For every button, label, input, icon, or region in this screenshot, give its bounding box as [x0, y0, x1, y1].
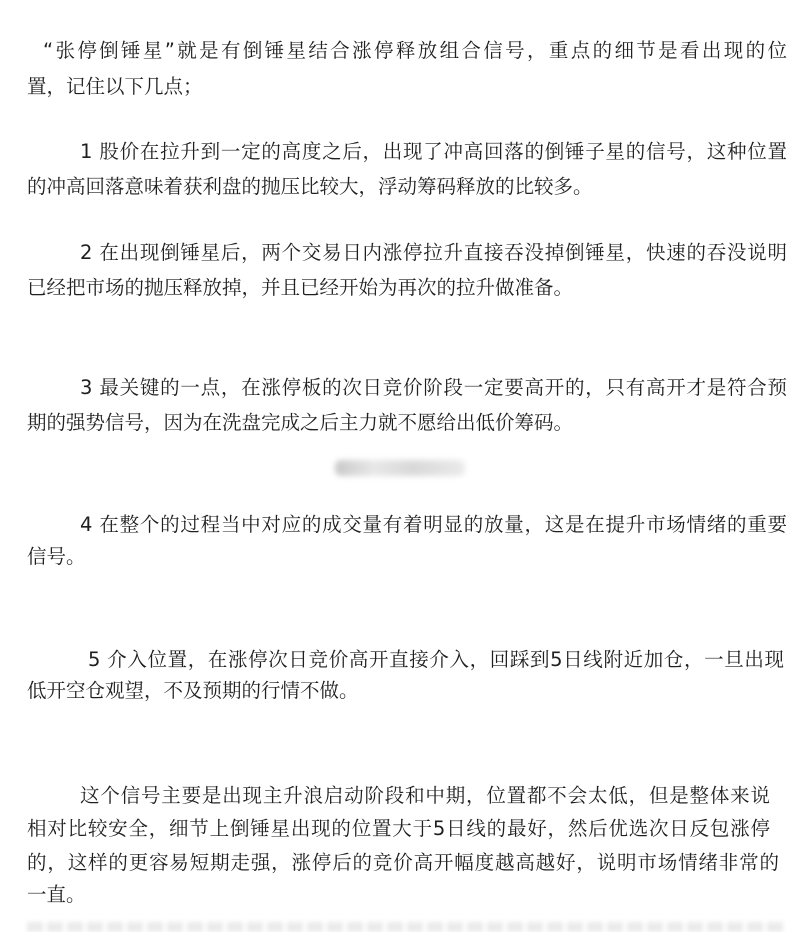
paragraph-point4-line: 信号。 [27, 545, 86, 568]
paragraph-intro-line: “张停倒锤星”就是有倒锤星结合涨停释放组合信号，重点的细节是看出现的位 [43, 39, 787, 62]
paragraph-point5-line: 5 介入位置，在涨停次日竞价高开直接介入，回踩到5日线附近加仓，一旦出现 [88, 648, 784, 671]
paragraph-point1-line: 1 股价在拉升到一定的高度之后，出现了冲高回落的倒锤子星的信号，这种位置 [80, 140, 787, 163]
blurred-watermark [335, 460, 465, 476]
paragraph-point2-line: 已经把市场的抛压释放掉，并且已经开始为再次的拉升做准备。 [27, 276, 574, 299]
cut-off-text-row [27, 922, 787, 932]
paragraph-summary-line: 的，这样的更容易短期走强，涨停后的竞价高开幅度越高越好，说明市场情绪非常的 [27, 851, 779, 874]
paragraph-summary-line: 相对比较安全，细节上倒锤星出现的位置大于5日线的最好，然后优选次日反包涨停 [27, 817, 770, 840]
paragraph-point4-line: 4 在整个的过程当中对应的成交量有着明显的放量，这是在提升市场情绪的重要 [80, 513, 787, 536]
paragraph-summary-line: 这个信号主要是出现主升浪启动阶段和中期，位置都不会太低，但是整体来说 [80, 784, 770, 807]
paragraph-summary-line: 一直。 [27, 883, 86, 906]
paragraph-intro-line: 置，记住以下几点； [27, 75, 203, 98]
paragraph-point2-line: 2 在出现倒锤星后，两个交易日内涨停拉升直接吞没掉倒锤星，快速的吞没说明 [80, 241, 787, 264]
paragraph-point3-line: 期的强势信号，因为在洗盘完成之后主力就不愿给出低价筹码。 [27, 411, 574, 434]
paragraph-point3-line: 3 最关键的一点，在涨停板的次日竞价阶段一定要高开的，只有高开才是符合预 [80, 376, 787, 399]
paragraph-point1-line: 的冲高回落意味着获利盘的抛压比较大，浮动筹码释放的比较多。 [27, 175, 593, 198]
paragraph-point5-line: 低开空仓观望，不及预期的行情不做。 [27, 679, 359, 702]
